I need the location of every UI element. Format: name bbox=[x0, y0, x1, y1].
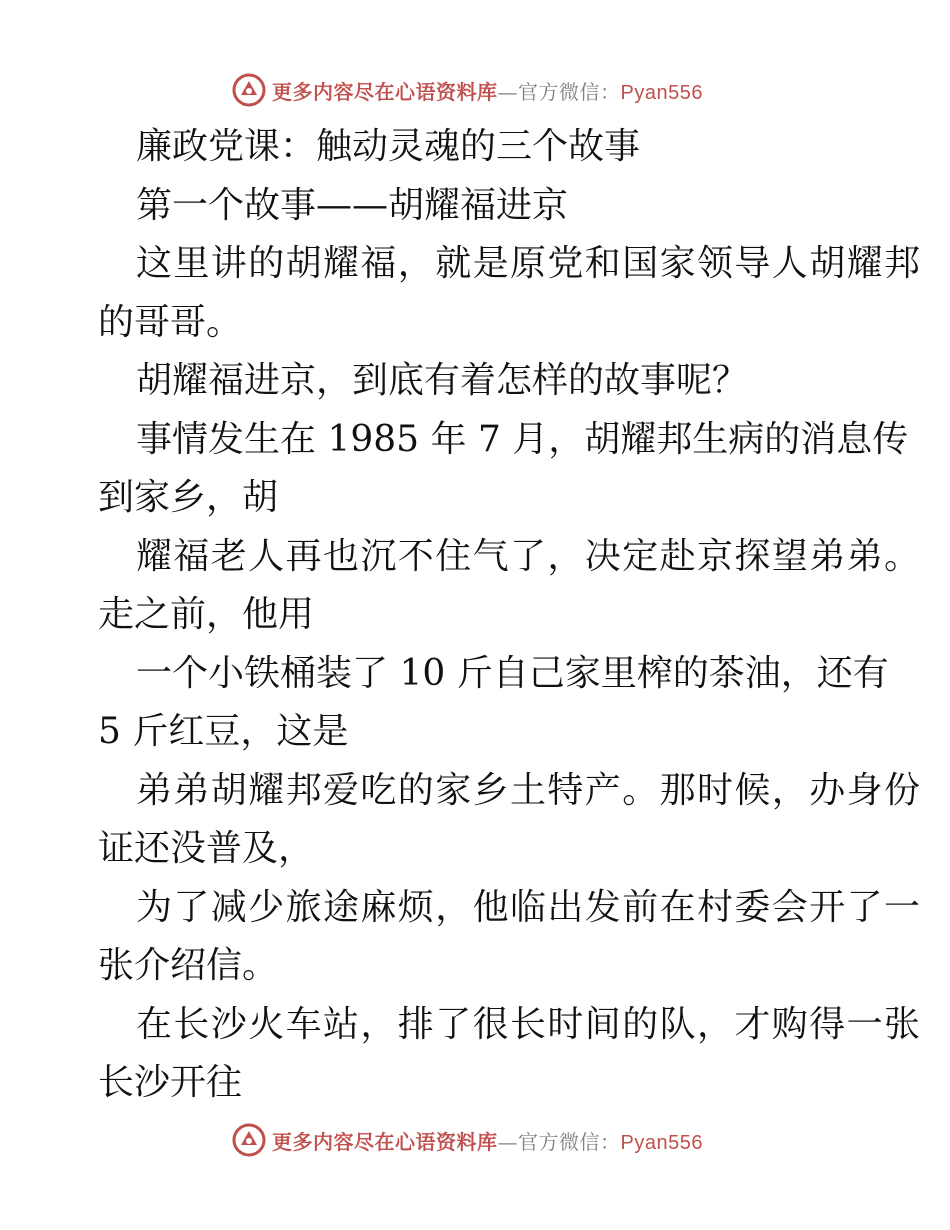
doc-title: 廉政党课：触动灵魂的三个故事 bbox=[136, 126, 641, 167]
watermark-main-text: 更多内容尽在心语资料库 bbox=[272, 1129, 498, 1154]
watermark-dash: — bbox=[497, 79, 518, 104]
paragraph-line: 一个小铁桶装了 10 斤自己家里榨的茶油，还有 bbox=[136, 652, 889, 694]
paragraph-line: 事情发生在 1985 年 7 月，胡耀邦生病的消息传 bbox=[136, 418, 909, 460]
paragraph-line: 在长沙火车站，排了很长时间的队，才购得一张 bbox=[136, 1003, 922, 1045]
paragraph-line: 走之前，他用 bbox=[98, 594, 315, 635]
paragraph-line: 为了减少旅途麻烦，他临出发前在村委会开了一 bbox=[136, 886, 922, 928]
document-body bbox=[98, 118, 922, 1113]
paragraph-line: 长沙开往 bbox=[98, 1062, 243, 1103]
watermark-dash: — bbox=[497, 1129, 518, 1154]
paragraph-line: 5 斤红豆，这是 bbox=[98, 711, 349, 752]
watermark-wechat-id: Pyan556 bbox=[620, 81, 703, 104]
paragraph-line: 这里讲的胡耀福，就是原党和国家领导人胡耀邦 bbox=[136, 243, 922, 284]
footer-watermark bbox=[232, 1120, 712, 1160]
paragraph-line: 弟弟胡耀邦爱吃的家乡土特产。那时候，办身份 bbox=[136, 769, 922, 811]
paragraph-line: 的哥哥。 bbox=[98, 301, 243, 343]
seal-logo-icon bbox=[232, 1123, 266, 1157]
paragraph-line: 胡耀福进京，到底有着怎样的故事呢？ bbox=[136, 360, 749, 401]
watermark-official-label: 官方微信： bbox=[518, 1129, 621, 1154]
paragraph-line: 耀福老人再也沉不住气了，决定赴京探望弟弟。 bbox=[136, 535, 922, 577]
paragraph-line: 到家乡，胡 bbox=[98, 477, 279, 518]
paragraph-line: 张介绍信。 bbox=[98, 945, 279, 986]
header-watermark bbox=[232, 70, 712, 110]
watermark-official-label: 官方微信： bbox=[518, 79, 621, 104]
paragraph-line: 证还没普及， bbox=[98, 828, 315, 869]
seal-logo-icon bbox=[232, 73, 266, 107]
watermark-main-text: 更多内容尽在心语资料库 bbox=[272, 79, 498, 104]
section-heading: 第一个故事——胡耀福进京 bbox=[136, 184, 569, 226]
watermark-wechat-id: Pyan556 bbox=[620, 1131, 703, 1154]
